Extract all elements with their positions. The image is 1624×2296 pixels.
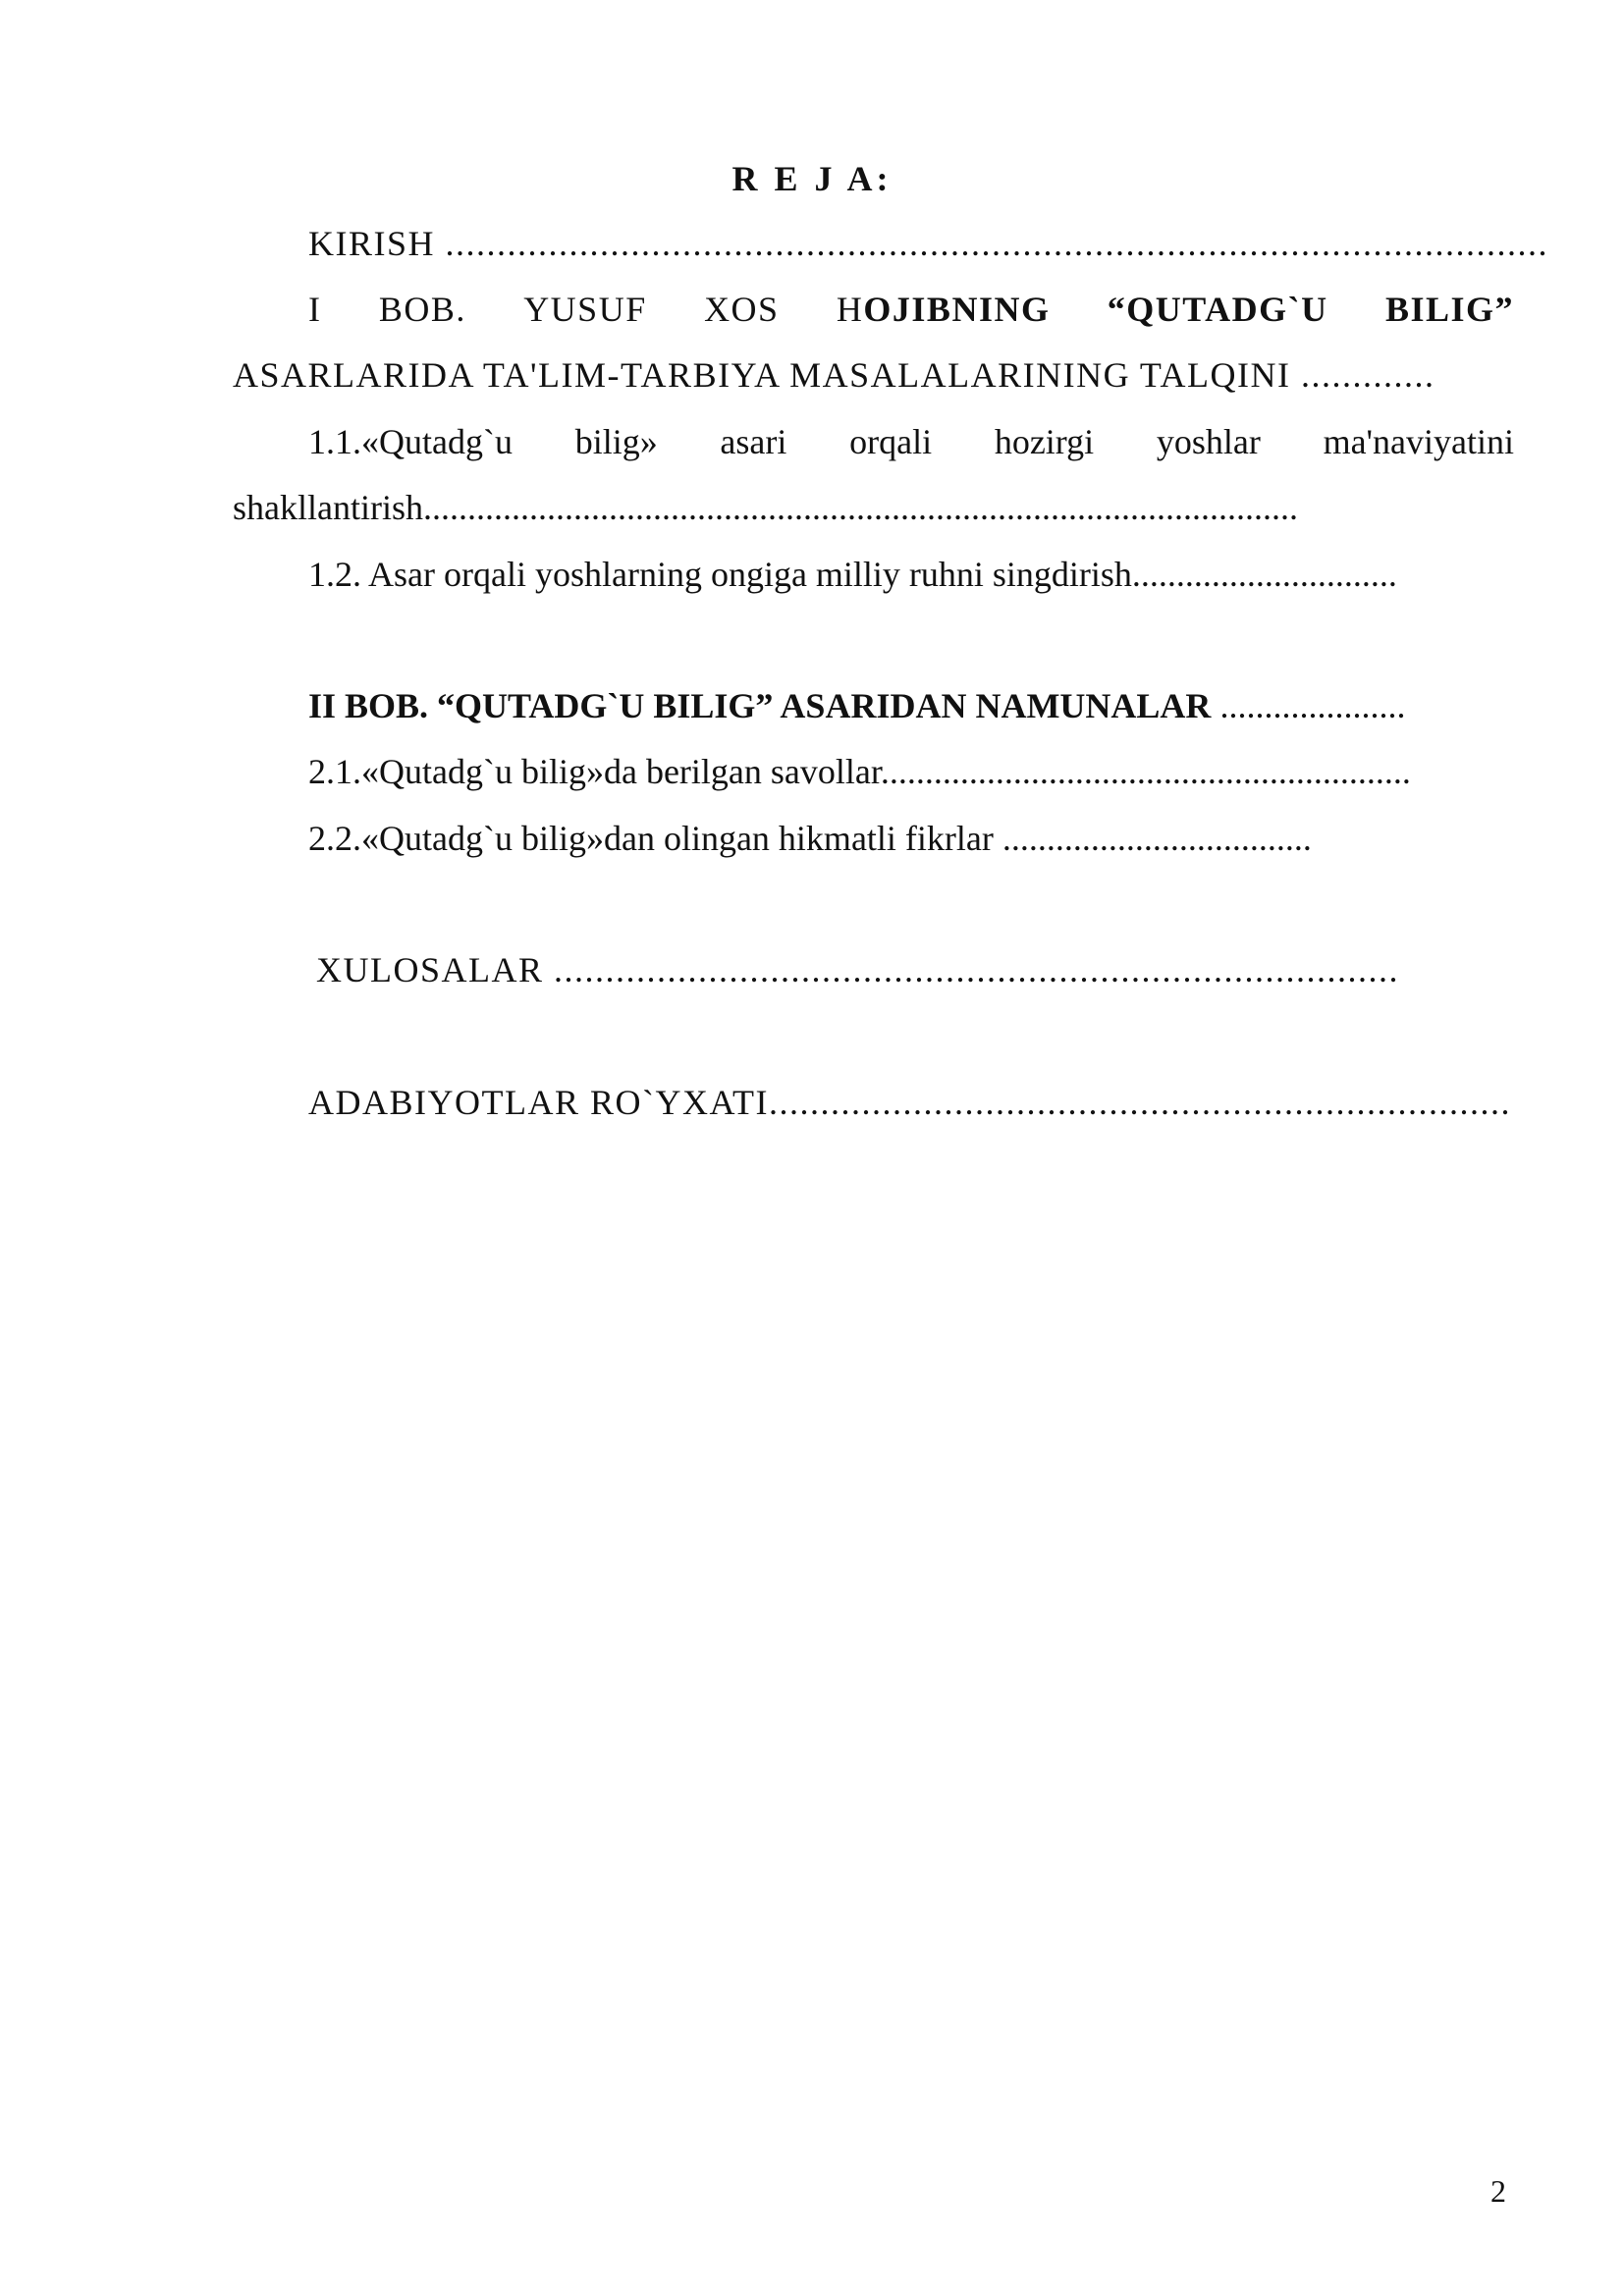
toc-item-1-2: 1.2. Asar orqali yoshlarning ongiga milliy ruhni singdirish..............................	[308, 555, 1397, 594]
toc-bob2-leader: .....................	[1211, 686, 1406, 725]
toc-item-bob2	[308, 684, 1405, 727]
toc-word: YUSUF	[523, 290, 647, 329]
page-number: 2	[1490, 2173, 1506, 2209]
toc-word: 1.1.«Qutadg`u	[308, 422, 513, 461]
toc-item-2-1: 2.1.«Qutadg`u bilig»da berilgan savollar............................................................	[308, 752, 1411, 791]
toc-item-1-1-line1	[308, 420, 1514, 463]
toc-item-1-1-line2: shakllantirish...................................................................................................	[233, 488, 1298, 527]
toc-word: asari	[720, 422, 787, 461]
toc-word: hozirgi	[994, 422, 1095, 461]
toc-item-xulosalar: XULOSALAR ..................................................................................	[316, 950, 1400, 989]
toc-word: I	[308, 290, 322, 329]
toc-word: BOB.	[378, 290, 466, 329]
toc-item-adabiyotlar: ADABIYOTLAR RO`YXATI........................................................................	[308, 1083, 1511, 1122]
toc-word-bold: “QUTADG`U	[1107, 290, 1328, 329]
toc-word: yoshlar	[1156, 422, 1261, 461]
toc-word: ma'naviyatini	[1323, 422, 1514, 461]
toc-bob2-heading: II BOB. “QUTADG`U BILIG” ASARIDAN NAMUNALAR	[308, 686, 1212, 725]
toc-word: orqali	[849, 422, 933, 461]
plan-title: R E J A:	[731, 159, 893, 198]
toc-item-2-2: 2.2.«Qutadg`u bilig»dan olingan hikmatli fikrlar ...................................	[308, 819, 1312, 858]
toc-letter: H	[836, 290, 864, 329]
toc-item-bob1-line1	[308, 288, 1514, 331]
toc-word-bold: OJIBNING	[863, 290, 1051, 329]
toc-word-mixed	[837, 288, 1051, 331]
toc-word: bilig»	[574, 422, 658, 461]
toc-item-kirish: KIRISH ...........................................................................................................	[308, 224, 1549, 263]
toc-word-bold: BILIG”	[1384, 290, 1514, 329]
toc-word: XOS	[704, 290, 780, 329]
toc-item-bob1-line2: ASARLARIDA TA'LIM-TARBIYA MASALALARINING TALQINI .............	[233, 355, 1435, 395]
